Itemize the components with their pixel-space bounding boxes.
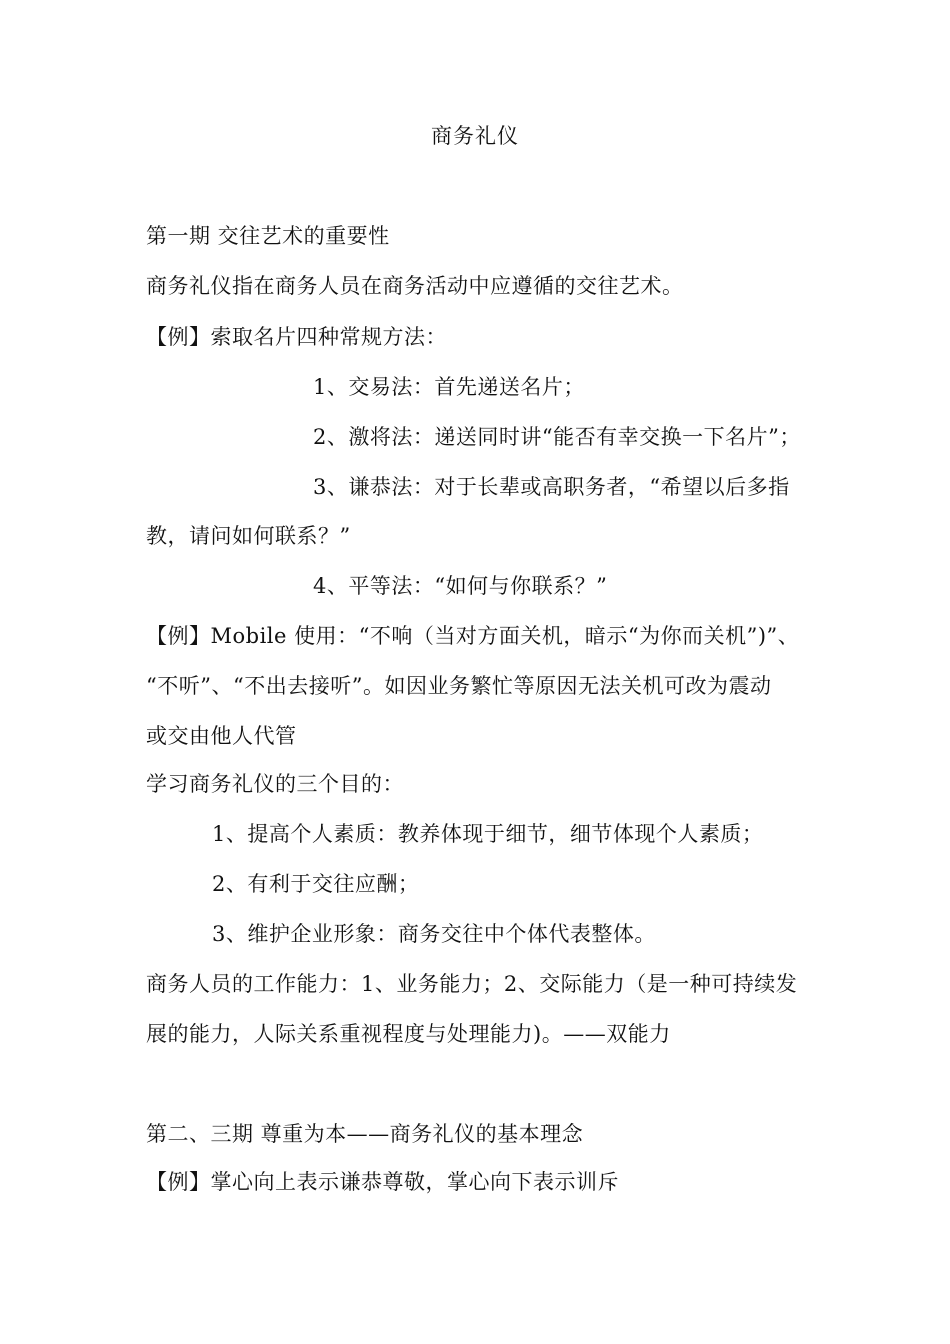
purpose-item-1: 1、提高个人素质：教养体现于细节，细节体现个人素质； (212, 822, 764, 846)
purpose-item-2: 2、有利于交往应酬； (212, 872, 420, 896)
purpose-item-3: 3、维护企业形象：商务交往中个体代表整体。 (212, 922, 656, 946)
document-title: 商务礼仪 (431, 124, 519, 148)
example-palm: 【例】掌心向上表示谦恭尊敬，掌心向下表示训斥 (146, 1170, 619, 1194)
list-item-equal: 4、平等法：“如何与你联系？” (313, 574, 608, 598)
example-mobile-cont-2: 或交由他人代管 (146, 724, 297, 748)
example-mobile: 【例】Mobile 使用：“不响（当对方面关机，暗示“为你而关机”)”、 (146, 624, 800, 648)
ability-paragraph: 商务人员的工作能力：1、业务能力；2、交际能力（是一种可持续发 (146, 972, 798, 996)
paragraph-definition: 商务礼仪指在商务人员在商务活动中应遵循的交往艺术。 (146, 274, 684, 298)
example-heading-cards: 【例】索取名片四种常规方法： (146, 325, 447, 349)
purposes-heading: 学习商务礼仪的三个目的： (146, 772, 404, 796)
list-item-exchange: 1、交易法：首先递送名片； (313, 375, 585, 399)
example-mobile-cont-1: “不听”、“不出去接听”。如因业务繁忙等原因无法关机可改为震动 (146, 674, 772, 698)
section-heading-1: 第一期 交往艺术的重要性 (146, 224, 390, 248)
section-heading-2-3: 第二、三期 尊重为本——商务礼仪的基本理念 (146, 1122, 584, 1146)
list-item-humble-cont: 教，请问如何联系？” (146, 524, 351, 548)
list-item-humble: 3、谦恭法：对于长辈或高职务者，“希望以后多指 (313, 475, 790, 499)
list-item-provoke: 2、激将法：递送同时讲“能否有幸交换一下名片”； (313, 425, 801, 449)
ability-paragraph-cont: 展的能力，人际关系重视程度与处理能力)。——双能力 (146, 1022, 671, 1046)
